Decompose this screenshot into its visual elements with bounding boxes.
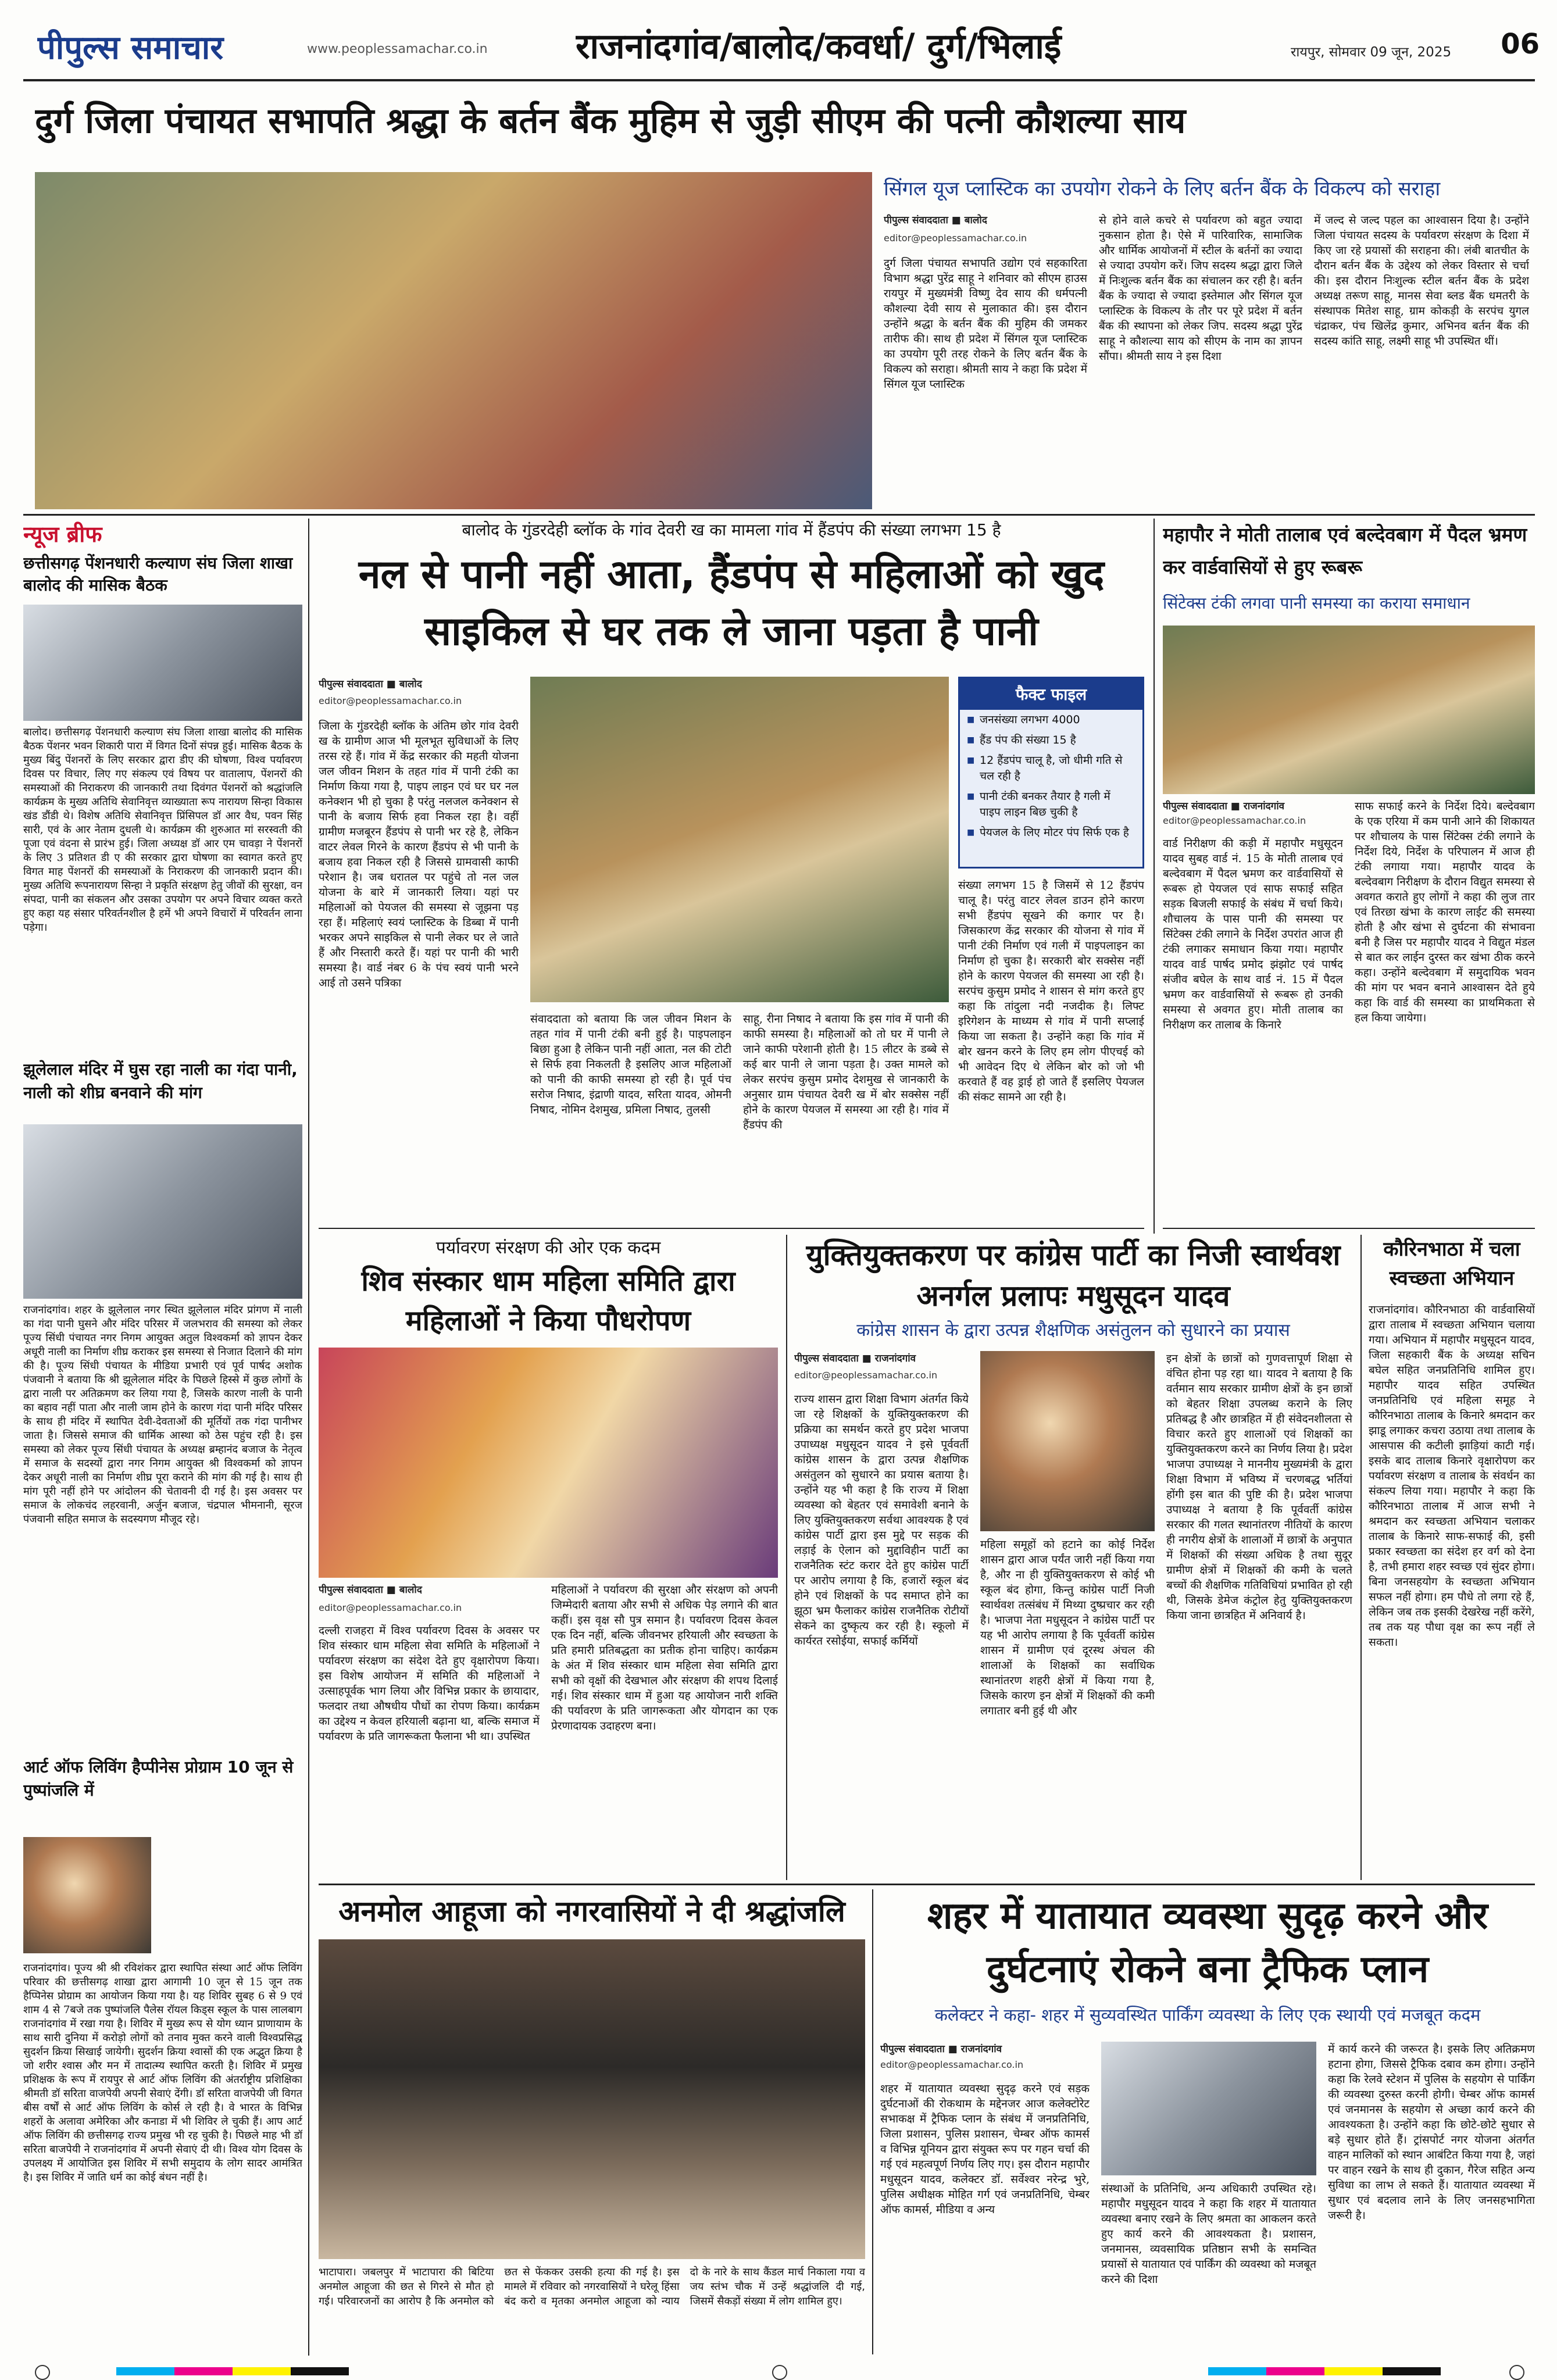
lead-bottom-rule <box>23 514 1535 516</box>
lead-photo <box>35 172 872 509</box>
right-mid-rule <box>1163 1228 1535 1229</box>
traffic-col1: शहर में यातायात व्यवस्था सुदृढ़ करने एवं सड़क दुर्घटनाओं की रोकथाम के मद्देनजर आज कलेक्टोरेट सभाकक्ष में ट्रैफिक प्लान के संबंध में जनप्रतिनिधि, जिला प्रशासन, पुलिस प्रशासन, चेम्बर ऑफ कामर्स व विभिन्न यूनियन द्वारा संयुक्त रूप पर गहन चर्चा की गई एवं महत्वपूर्ण निर्णय लिए गए। इस दौरान महापौर मधुसूदन यादव, कलेक्टर डॉ. सर्वेश्वर नरेन्द्र भुरे, पुलिस अधीक्षक मोहित गर्ग एवं जनप्रतिनिधि, चेम्बर ऑफ कामर्स, मीडिया व अन्य <box>880 2082 1090 2216</box>
mayor-byline: पीपुल्स संवाददाता ■ राजनांदगांव <box>1163 801 1285 812</box>
plantation-right-rule <box>786 1235 787 1880</box>
website[interactable]: www.peoplessamachar.co.in <box>307 42 488 56</box>
plantation-kicker: पर्यावरण संरक्षण की ओर एक कदम <box>435 1238 661 1258</box>
handpump-kicker: बालोद के गुंडरदेही ब्लॉक के गांव देवरी ख का मामला गांव में हैंडपंप की संख्या लगभग 15 है <box>462 520 1001 539</box>
registration-mark-icon <box>1509 2365 1524 2380</box>
brief3-text: राजनांदगांव। पूज्य श्री श्री रविशंकर द्वारा स्थापित संस्था आर्ट ऑफ लिविंग परिवार की छत्तीसगढ़ शाखा द्वारा आगामी 10 जून से 15 जून तक हैप्पिनेस प्रोग्राम का आयोजन किया गया है। यह शिविर सुबह 6 से 9 एवं शाम 4 से 7बजे तक पुष्पांजलि पैलेस रॉयल किड्स स्कूल के पास लालबाग राजनांदगांव में रखा गया है। शिविर में मुख्य रूप से योग ध्यान प्राणायाम के साथ सारी दुनिया में करोड़ो लोगों को तनाव मुक्त करने वाली विश्वप्रसिद्ध सुदर्शन क्रिया सिखाई जायेगी। सुदर्शन क्रिया श्वासों की एक अद्भुत क्रिया है जो शरीर श्वास और मन में तादात्म्य स्थापित करती है। शिविर में प्रमुख प्रशिक्षक के रूप में रायपुर से आर्ट ऑफ लिविंग की अंतर्राष्ट्रीय प्रशिक्षिका श्रीमती डॉ सरिता वाजपेयी अपनी सेवाएं देंगी। डॉ सरिता वाजपेयी जी विगत बीस वर्षों से आर्ट ऑफ लिविंग के कोर्स ले रही है। वे भारत के विभिन्न शहरों के अलावा अमेरिका और कनाडा में भी शिविर ले चुकी हैं। आप आर्ट ऑफ लिविंग की छत्तीसगढ़ राज्य प्रमुख भी रह चुकी है। पिछले माह भी डॉ सरिता बाजपेयी ने राजनांदगांव में अपनी सेवाएं दी थी। विश्व योग दिवस के उपलक्ष्य में आयोजित इस शिविर में सभी समुदाय के लोग सादर आमंत्रित है। इस शिविर में जाति धर्म का कोई बंधन नहीं है। <box>23 1962 302 2184</box>
dateline: रायपुर, सोमवार 09 जून, 2025 <box>1291 45 1452 60</box>
edition-title: राजनांदगांव/बालोद/कवर्धा/ दुर्ग/भिलाई <box>576 26 1062 67</box>
registration-mark-icon <box>35 2365 50 2380</box>
handpump-col2: संवाददाता को बताया कि जल जीवन मिशन के तहत गांव में पानी टंकी बनी हुई है। पाइपलाइन बिछा हुआ है लेकिन पानी नहीं आता, नल की टोटी से सिर्फ हवा निकलती है इसलिए आज महिलाओं को पानी की काफी समस्या हो रही है। पूर्व पंच सरोज निषाद, इंद्राणी यादव, सरिता यादव, ओमनी निषाद, नोमिन देशमुख, प्रमिला निषाद, तुलसी <box>530 1013 731 1116</box>
logo: पीपुल्स समाचार <box>37 29 224 67</box>
plantation-col2: महिलाओं ने पर्यावरण की सुरक्षा और संरक्षण को अपनी जिम्मेदारी बताया और सभी से अधिक पेड़ लगाने की बात कहीं। इस वृक्ष सौ पुत्र समान है। पर्यावरण दिवस केवल एक दिन नहीं, बल्कि जीवनभर हरियाली और स्वच्छता के प्रति हमारी प्रतिबद्धता का प्रतीक होना चाहिए। कार्यक्रम के अंत में शिव संस्कार धाम महिला सेवा समिति द्वारा सभी को वृक्षों की देखभाल और संरक्षण की शपथ दिलाई गई। शिव संस्कार धाम में हुआ यह आयोजन नारी शक्ति की पर्यावरण के प्रति जागरूकता और योगदान का एक प्रेरणादायक उदाहरण बना। <box>551 1584 778 1732</box>
plantation-headline: शिव संस्कार धाम महिला समिति द्वारा महिलाओं ने किया पौधरोपण <box>361 1265 735 1337</box>
rationalization-portrait <box>980 1351 1155 1531</box>
lead-col2: से होने वाले कचरे से पर्यावरण को बहुत ज्यादा नुकसान होता है। ऐसे में पारिवारिक, सामाजिक और धार्मिक आयोजनों में स्टील के बर्तनों का ज्यादा से ज्यादा उपयोग करें। जिप सदस्य श्रद्धा द्वारा जिले में निःशुल्क बर्तन बैंक का संचालन कर रही है। बर्तन बैंक के ज्यादा से ज्यादा इस्तेमाल और सिंगल यूज प्लास्टिक के विकल्प के तौर पर पूरे प्रदेश में बर्तन बैंक की स्थापना को लेकर जिप. सदस्य श्रद्धा पुरेंद्र साहू ने कौशल्या साय को सीएम के नाम का ज्ञापन सौंपा। श्रीमती साय ने इस दिशा <box>1099 214 1302 363</box>
mayor-col1: वार्ड निरीक्षण की कड़ी में महापौर मधुसूदन यादव सुबह वार्ड नं. 15 के मोती तालाब एवं बल्देवबाग में पैदल भ्रमण कर वार्डवासियों से रूबरू हो पेयजल एवं साफ सफाई सहित सड़क बिजली सफाई के संबंध में चर्चा किये। शौचालय के पास पानी की समस्या पर सिंटेक्स टंकी लगाने के निर्देश उपरांत आज ही टंकी लगाकर समाधान किया गया। महापौर यादव वार्ड पार्षद प्रमोद झंझोट एवं पार्षद संजीव बघेल के साथ वार्ड नं. 15 में पैदल भ्रमण कर वार्डवासियों से रूबरू हो उनकी समस्या से अवगत हुए। मोती तालाब का निरीक्षण कर तालाब के किनारे <box>1163 837 1343 1031</box>
tribute-right-rule <box>872 1889 873 2354</box>
brief2-photo <box>23 1124 302 1299</box>
handpump-col4: संख्या लगभग 15 है जिसमें से 12 हैंडपंप चालू है। परंतु वाटर लेवल डाउन होने कारण सभी हैंडपंप सूखने की कगार पर है। जिसकारण केंद्र सरकार की योजना से गांव में पानी टंकी निर्माण एवं गली में पाइपलाइन का निर्माण हो चुका है। सरकारी बोर सक्सेस नहीं होने के कारण पेयजल की समस्या आ रही है। सरपंच कुसुम प्रमोद ने शासन से मांग करते हुए कहा कि तांदुला नदी नजदीक है। लिफ्ट इरिगेशन के माध्यम से गांव में पानी सप्लाई किया जा सकता है। उन्होंने कहा कि गांव में बोर खनन करने के लिए हम लोग पीएचई को भी आवेदन दिए थे लेकिन बोर को जो भी करवाते हैं वह ड्राई हो जाते हैं इसलिए पेयजल की संकट सामने आ रही है। <box>958 879 1144 1103</box>
traffic-headline: शहर में यातायात व्यवस्था सुदृढ़ करने और दुर्घटनाएं रोकने बना ट्रैफिक प्लान <box>927 1895 1488 1991</box>
lower-rule <box>319 1884 1535 1885</box>
brief3-title: आर्ट ऑफ लिविंग हैप्पीनेस प्रोग्राम 10 जून से पुष्पांजलि में <box>23 1757 294 1800</box>
traffic-photo <box>1101 2042 1316 2175</box>
fact-file-box <box>958 677 1144 869</box>
lead-col3: में जल्द से जल्द पहल का आश्वासन दिया है। उन्होंने जिला पंचायत सदस्य के पर्यावरण संरक्षण के दिशा में किए जा रहे प्रयासों की सराहना की। लंबी बातचीत के दौरान बर्तन बैंक के उद्देश्य को लेकर विस्तार से चर्चा की। इस दौरान निःशुल्क स्टील बर्तन बैंक के प्रदेश अध्यक्ष तरूण साहू, मानस सेवा ब्लड बैंक धमतरी के संस्थापक मितेश साहू, ग्राम कोकड़ी के सरपंच युगल चंद्राकर, पंच खिलेंद्र कुमार, अभिनव बर्तन बैंक की सदस्य कांति साहू, लक्ष्मी साहू भी उपस्थित थीं। <box>1314 214 1529 348</box>
traffic-col2: संस्थाओं के प्रतिनिधि, अन्य अधिकारी उपस्थित रहे। महापौर मधुसूदन यादव ने कहा कि शहर में यातायात व्यवस्था बनाए रखने के लिए श्रमता का आकलन करते हुए कार्य करने की आवश्यकता है। प्रशासन, जनमानस, व्यवसायिक प्रतिष्ठान सभी के समन्वित प्रयासों से यातायात एवं पार्किंग की व्यवस्था को मजबूत करने की दिशा <box>1101 2182 1316 2286</box>
rationalization-byline: पीपुल्स संवाददाता ■ राजनांदगांव <box>794 1353 916 1364</box>
mayor-col2: साफ सफाई करने के निर्देश दिये। बल्देवबाग के एक एरिया में कम पानी आने की शिकायत पर शौचालय के पास सिंटेक्स टंकी लगाने के निर्देश दिये, निर्देश के परिपालन में आज ही टंकी लगाया गया। महापौर यादव के बल्देवबाग निरीक्षण के दौरान विद्युत समस्या से अवगत कराते हुए लोगों ने कहा की लुज तार एवं तिरछा खंभा के कारण लाईट की समस्या होती है और खंभा से दुर्घटना की संभावना बनी है जिस पर महापौर यादव ने विद्युत मंडल से बात कर लाईन दुरस्त कर खंभा ठीक करने कहा। उन्होंने बल्देवबाग में समुदायिक भवन की मांग पर भवन बनाने आश्वासन देते हुये कहा कि वार्ड की समस्या का प्राथमिकता से हल किया जायेगा। <box>1355 800 1535 1024</box>
fact-item: ■ पानी टंकी बनकर तैयार है गली में पाइप लाइन बिछ चुकी है <box>960 787 1142 823</box>
handpump-byline: पीपुल्स संवाददाता ■ बालोद <box>319 678 422 690</box>
plantation-email[interactable]: editor@peoplessamachar.co.in <box>319 1602 462 1613</box>
handpump-photo <box>530 677 949 1002</box>
fact-item: ■ हैंड पंप की संख्या 15 है <box>960 730 1142 751</box>
tribute-photo <box>319 1939 865 2259</box>
left-column-rule <box>308 519 309 2356</box>
fact-item: ■ 12 हैंडपंप चालू है, जो धीमी गति से चल रही है <box>960 751 1142 787</box>
tribute-caption: भाटापारा। जबलपुर में भाटापारा की बिटिया अनमोल आहूजा की छत से गिरने से मौत हो गई। परिवारजनों का आरोप है कि अनमोल को छत से फेंककर उसकी हत्या की गई है। इस मामले में रविवार को नगरवासियों ने घरेलू हिंसा बंद करो व मृतका अनमोल आहूजा को न्याय दो के नारे के साथ कैंडल मार्च निकाला गया व जय स्तंभ चौक में उन्हें श्रद्धांजलि दी गई, जिसमें सैकड़ों संख्या में लोग शामिल हुए। <box>319 2266 865 2307</box>
page-number: 06 <box>1501 28 1540 60</box>
brief1-text: बालोद। छत्तीसगढ़ पेंशनधारी कल्याण संघ जिला शाखा बालोद की मासिक बैठक पेंशनर भवन शिकारी पारा में विगत दिनों संपन्न हुई। मासिक बैठक के मुख्य बिंदु पेंशनरों के लिए सरकार द्वारा डीए की घोषणा, विश्व पर्यावरण दिवस पर विचार, लिए गए संकल्प एवं विषय पर वातालाप, पेंशनरों की समस्याओं की निराकरण की जानकारी तथा दिवंगत पेंशनरों को श्रद्धांजलि कार्यक्रम के मुख्य अतिथि सेवानिवृत्त व्याख्याता रूप नारायण सिन्हा विकास खंड डौंडी थे। विशेष अतिथि सेवानिवृत्त प्रिंसिपल डॉ आर वैध, पवन सिंह सारी, एवं के आर नेताम दुधली थे। कार्यक्रम की शुरुआत मां सरस्वती की पूजा एवं वंदना से प्रारंभ हुई। जिला अध्यक्ष डॉ आर एम चावड़ा ने पेंशनरों के लिए 3 प्रतिशत डी ए की सरकार द्वारा घोषणा का स्वागत करते हुए विगत माह पेंशनरों की समस्याओं के निराकरण की जानकारी प्रदान की। मुख्य अतिथि रूपनारायण सिन्हा ने प्रकृति संरक्षण हेतु जीवों की सुरक्षा, वन संपदा, पानी का संकलन और उसका उपयोग पर अपने विचार व्यक्त करते हुए कहा यह संसार परिवर्तनशील है हमें भी अपने विचारों में परिवर्तन लाना पड़ेगा। <box>23 726 302 934</box>
plantation-byline: पीपुल्स संवाददाता ■ बालोद <box>319 1584 422 1596</box>
handpump-email[interactable]: editor@peoplessamachar.co.in <box>319 695 462 706</box>
handpump-headline: नल से पानी नहीं आता, हैंडपंप से महिलाओं को खुद साइकिल से घर तक ले जाना पड़ता है पानी <box>358 552 1105 655</box>
fact-file-title: फैक्ट फाइल <box>960 678 1142 710</box>
news-brief-label: न्यूज ब्रीफ <box>23 521 102 547</box>
rationalization-headline: युक्तियुक्तकरण पर कांग्रेस पार्टी का निजी स्वार्थवश अनर्गल प्रलापः मधुसूदन यादव <box>806 1238 1341 1313</box>
plantation-col1: दल्ली राजहरा में विश्व पर्यावरण दिवस के अवसर पर शिव संस्कार धाम महिला सेवा समिति के महिलाओं ने पर्यावरण संरक्षण का संदेश देते हुए वृक्षारोपण किया। इस विशेष आयोजन में समिति की महिलाओं ने उत्साहपूर्वक भाग लिया और विभिन्न प्रकार के छायादार, फलदार तथा औषधीय पौधों का रोपण किया। कार्यक्रम का उद्देश्य न केवल हरियाली बढ़ाना था, बल्कि समाज में पर्यावरण के प्रति जागरूकता फैलाना भी था। उपस्थित <box>319 1624 540 1743</box>
mayor-subhead: सिंटेक्स टंकी लगवा पानी समस्या का कराया समाधान <box>1163 594 1470 613</box>
tribute-headline: अनमोल आहूजा को नगरवासियों ने दी श्रद्धांजलि <box>338 1895 845 1928</box>
traffic-subhead: कलेक्टर ने कहा- शहर में सुव्यवस्थित पार्किंग व्यवस्था के लिए एक स्थायी एवं मजबूत कदम <box>934 2005 1481 2025</box>
lead-subhead: सिंगल यूज प्लास्टिक का उपयोग रोकने के लिए बर्तन बैंक के विकल्प को सराहा <box>884 177 1441 201</box>
traffic-col3: में कार्य करने की जरूरत है। इसके लिए अतिक्रमण हटाना होगा, जिससे ट्रैफिक दबाव कम होगा। उन्होंने कहा कि रेलवे स्टेशन में पुलिस के सहयोग से पार्किंग की व्यवस्था दुरुस्त करनी होगी। चेम्बर ऑफ कामर्स एवं जनमानस के सहयोग से अच्छा कार्य करने की आवश्यकता है। उन्होंने कहा कि छोटे-छोटे सुधार से बड़े सुधार होते हैं। ट्रांसपोर्ट नगर योजना अंतर्गत वाहन मालिकों को स्थान आबंटित किया गया है, जहां पर वाहन रखने के साथ ही दुकान, गैरेज सहित अन्य सुविधा का लाभ ले सकते हैं। यातायात व्यवस्था में सुधार एवं बदलाव लाने के लिए जनसहभागिता जरूरी है। <box>1328 2043 1535 2222</box>
mayor-headline: महापौर ने मोती तालाब एवं बल्देवबाग में पैदल भ्रमण कर वार्डवासियों से हुए रूबरू <box>1163 523 1527 578</box>
kauribhata-headline: कौरिनभाठा में चला स्वच्छता अभियान <box>1383 1238 1520 1290</box>
rationalization-email[interactable]: editor@peoplessamachar.co.in <box>794 1370 938 1381</box>
mayor-email[interactable]: editor@peoplessamachar.co.in <box>1163 815 1306 826</box>
traffic-email[interactable]: editor@peoplessamachar.co.in <box>880 2059 1024 2070</box>
brief2-text: राजनांदगांव। शहर के झूलेलाल नगर स्थित झूलेलाल मंदिर प्रांगण में नाली का गंदा पानी घुसने और मंदिर परिसर में जलभराव की समस्या को लेकर पूज्य सिंधी पंचायत नगर निगम आयुक्त अतुल विश्वकर्मा को ज्ञापन देकर अधूरी नाली का निर्माण शीघ्र कराकर इस समस्या से निजात दिलाने की मांग की है। पूज्य सिंधी पंचायत के मीडिया प्रभारी एवं पूर्व पार्षद अशोक पंजवानी ने बताया कि श्री झूलेलाल मंदिर के पिछले हिस्से में कुछ लोगों के द्वारा नाली पर अतिक्रमण कर लिया गया है, जिसके कारण नाली के पानी का बहाव नहीं पाता और नाली जाम होने के कारण गंदा पानी मंदिर परिसर के साथ ही मंदिर में स्थापित देवी-देवताओं की मूर्तियों तक गंदा पानीभर जाता है। जिससे समाज की धार्मिक आस्था को ठेस पहुंच रही है। इस समस्या को लेकर पूज्य सिंधी पंचायत के अध्यक्ष ब्रम्हानंद बजाज के नेतृत्व में समाज के सदस्यों द्वारा नगर निगम आयुक्त श्री विश्वकर्मा को ज्ञापन देकर अधूरी नाली का निर्माण शीघ्र पूरा कराने की मांग की गई है। साथ ही मांग पूरी नहीं होने पर आंदोलन की चेतावनी दी गई है। इस अवसर पर समाज के लोकचंद लहरवानी, अर्जुन बजाज, चंद्रपाल भीमनानी, सूरज पंजवानी सहित समाज के सदस्यगण मौजूद रहे। <box>23 1304 302 1525</box>
fact-item: ■ पेयजल के लिए मोटर पंप सिर्फ एक है <box>960 823 1142 843</box>
rationalization-col2: महिला समूहों को हटाने का कोई निर्देश शासन द्वारा आज पर्यंत जारी नहीं किया गया है, और ना ही युक्तियुक्तकरण से कोई भी स्कूल बंद होगा, किन्तु कांग्रेस पार्टी निजी स्वार्थवश तत्संबंध में मिथ्या दुष्प्रचार कर रही है। भाजपा नेता मधुसूदन ने कांग्रेस पार्टी पर यह भी आरोप लगाया है कि पूर्ववर्ती कांग्रेस शासन में ग्रामीण एवं दूरस्थ अंचल की शालाओं के शिक्षकों का सर्वाधिक स्थानांतरण शहरी क्षेत्रों में किया गया है, जिसके कारण इन क्षेत्रों में शिक्षकों की कमी लगातार बनी हुई थी और <box>980 1538 1155 1717</box>
cmyk-strip <box>1208 2367 1441 2375</box>
rationalization-right-rule <box>1360 1235 1362 1880</box>
rationalization-col3: इन क्षेत्रों के छात्रों को गुणवत्तापूर्ण शिक्षा से वंचित होना पड़ रहा था। यादव ने बताया है कि वर्तमान साय सरकार ग्रामीण क्षेत्रों के इन छात्रों को बेहतर शिक्षा उपलब्ध कराने के लिए प्रतिबद्ध है और छात्रहित में ही संवेदनशीलता से विचार करते हुए शालाओं एवं शिक्षकों का युक्तियुक्तकरण करने का निर्णय लिया है। प्रदेश भाजपा उपाध्यक्ष ने माननीय मुख्यमंत्री के द्वारा शिक्षा विभाग में भविष्य में चरणबद्ध भर्तियां होंगी इस बात की पुष्टि की है। प्रदेश भाजपा उपाध्यक्ष ने बताया है कि पूर्ववर्ती कांग्रेस सरकार की गलत स्थानांतरण नीतियों के कारण ही नगरीय क्षेत्रों के शालाओं में छात्रों के अनुपात में शिक्षकों की संख्या अधिक है तथा सुदूर ग्रामीण क्षेत्रों में शिक्षकों की कमी के चलते बच्चों की शैक्षणिक गतिविधियां प्रभावित हो रही थी, जिसके डेमेज कंट्रोल हेतु युक्तियुक्तकरण किया जाना छात्रहित में अनिवार्य है। <box>1166 1352 1352 1622</box>
lead-col1: दुर्ग जिला पंचायत सभापति उद्योग एवं सहकारिता विभाग श्रद्धा पुरेंद्र साहू ने शनिवार को सीएम हाउस रायपुर में मुख्यमंत्री विष्णु देव साय की धर्मपत्नी कौशल्या देवी साय से मुलाकात की। इस दौरान उन्होंने श्रद्धा के बर्तन बैंक की मुहिम की जमकर तारीफ की। साथ ही प्रदेश में सिंगल यूज प्लास्टिक का उपयोग पूरी तरह रोकने के लिए बर्तन बैंक के विकल्प को सराहा। श्रीमती साय ने कहा कि प्रदेश में सिंगल यूज प्लास्टिक <box>884 257 1087 391</box>
brief1-photo <box>23 605 302 721</box>
fact-item: ■ जनसंख्या लगभग 4000 <box>960 710 1142 730</box>
cmyk-strip <box>116 2367 349 2375</box>
print-color-bar <box>0 2364 1557 2380</box>
kauribhata-text: राजनांदगांव। कौरिनभाठा की वार्डवासियों द्वारा तालाब में स्वच्छता अभियान चलाया गया। अभियान में महापौर मधुसूदन यादव, जिला सहकारी बैंक के अध्यक्ष सचिन बघेल सहित जनप्रतिनिधि शामिल हुए। महापौर यादव सहित उपस्थित जनप्रतिनिधि एवं महिला समूह ने कौरिनभाठा तालाब के किनारे श्रमदान कर झाडू लगाकर कचरा उठाया तथा तालाब के आसपास की कटीली झाड़ियां काटी गई। इसके बाद तालाब किनारे वृक्षारोपण कर पर्यावरण संरक्षण व तालाब के संवर्धन का संकल्प लिया गया। महापौर ने कहा कि कौरिनभाठा तालाब में आज सभी ने श्रमदान कर स्वच्छता अभियान चलाकर तालाब के किनारे साफ-सफाई की, इसी प्रकार स्वच्छता का संदेश हर वर्ग को देना है, तभी हमारा शहर स्वच्छ एवं सुंदर होगा। बिना जनसहयोग के स्वच्छता अभियान सफल नहीं होगा। हम पौधे तो लगा रहे हैं, लेकिन जब तक इसकी देखरेख नहीं करेंगे, तब तक यह पौधा वृक्ष का रूप नहीं ले सकता। <box>1369 1303 1535 1649</box>
plantation-photo <box>319 1348 778 1578</box>
mayor-photo <box>1163 626 1535 794</box>
lead-byline: पीपुल्स संवाददाता ■ बालोद <box>884 215 987 226</box>
rationalization-col1: राज्य शासन द्वारा शिक्षा विभाग अंतर्गत किये जा रहे शिक्षकों के युक्तियुक्तकरण की प्रक्रिया का समर्थन करते हुए प्रदेश भाजपा उपाध्यक्ष मधुसूदन यादव ने इसे पूर्ववर्ती कांग्रेस शासन के द्वारा उत्पन्न शैक्षणिक असंतुलन को सुधारने का प्रयास बताया है। उन्होंने यह भी कहा है कि राज्य में शिक्षा व्यवस्था को बेहतर एवं समावेशी बनाने के लिए युक्तियुक्तकरण सर्वथा आवश्यक है एवं कांग्रेस पार्टी द्वारा इस मुद्दे पर सड़क की लड़ाई के ऐलान को मुद्दाविहीन पार्टी का राजनैतिक स्टंट करार देते हुए कांग्रेस पार्टी पर आरोप लगाया है कि, हजारों स्कूल बंद होने एवं शिक्षकों के पद समाप्त होने का झूठा भ्रम फैलाकर कांग्रेस राजनैतिक रोटीयों सेकने का दुष्कृत्य कर रही है। स्कूलो में कार्यरत रसोईया, सफाई कर्मियों <box>794 1393 969 1648</box>
masthead-rule <box>23 79 1535 81</box>
traffic-byline: पीपुल्स संवाददाता ■ राजनांदगांव <box>880 2043 1002 2055</box>
handpump-col1: जिला के गुंडरदेही ब्लॉक के अंतिम छोर गांव देवरी ख के ग्रामीण आज भी मूलभूत सुविधाओं के लिए तरस रहे हैं। गांव में केंद्र सरकार की महती योजना जल जीवन मिशन के तहत गांव में पानी टंकी का निर्माण किया गया है, पाइप लाइन एवं घर घर नल कनेक्शन भी हो चुका है परंतु नलजल कनेक्शन से पानी के बजाय सिर्फ हवा निकल रहा है। वहीं ग्रामीण मजबूरन हैंडपंप से पानी भर रहे है, लेकिन वाटर लेवल गिरने के कारण हैंडपंप से भी पानी के बजाय हवा निकल रही है जिससे ग्रामवासी काफी परेशान है। जब धरातल पर पहुंचे तो नल जल योजना के बारे में जानकारी लिया। यहां पर महिलाओं को पेयजल की समस्या से जूझना पड़ रहा हैं। महिलाएं स्वयं प्लास्टिक के डिब्बा में पानी भरकर अपने साइकिल से पानी लेकर घर ले जाते हैं और निस्तारी करते हैं। यहां पर पानी की भारी समस्या है। वार्ड नंबर 6 के पंच स्वयं पानी भरने आई तो उसने पत्रिका <box>319 720 519 989</box>
lead-headline: दुर्ग जिला पंचायत सभापति श्रद्धा के बर्तन बैंक मुहिम से जुड़ी सीएम की पत्नी कौशल्या साय <box>35 101 1186 141</box>
brief1-title: छत्तीसगढ़ पेंशनधारी कल्याण संघ जिला शाखा बालोद की मासिक बैठक <box>23 553 293 595</box>
center-mid-rule <box>319 1228 1144 1229</box>
brief2-title: झूलेलाल मंदिर में घुस रहा नाली का गंदा पानी, नाली को शीघ्र बनवाने की मांग <box>23 1060 298 1102</box>
lead-email[interactable]: editor@peoplessamachar.co.in <box>884 233 1027 244</box>
handpump-col3: साहू, रीना निषाद ने बताया कि इस गांव में पानी की काफी समस्या है। महिलाओं को तो घर में पानी ले जाने काफी परेशानी होती है। 15 लीटर के डब्बे से कई बार पानी ले जाना पड़ता है। उक्त मामले को लेकर सरपंच कुसुम प्रमोद देशमुख से जानकारी के अनुसार ग्राम पंचायत देवरी ख में बोर सक्सेस नहीं होने के कारण पेयजल में समस्या आ रही है। गांव में हैंडपंप की <box>743 1013 949 1131</box>
rationalization-subhead: कांग्रेस शासन के द्वारा उत्पन्न शैक्षणिक असंतुलन को सुधारने का प्रयास <box>856 1320 1290 1341</box>
registration-mark-icon <box>772 2365 787 2380</box>
right-column-rule <box>1154 519 1155 1234</box>
